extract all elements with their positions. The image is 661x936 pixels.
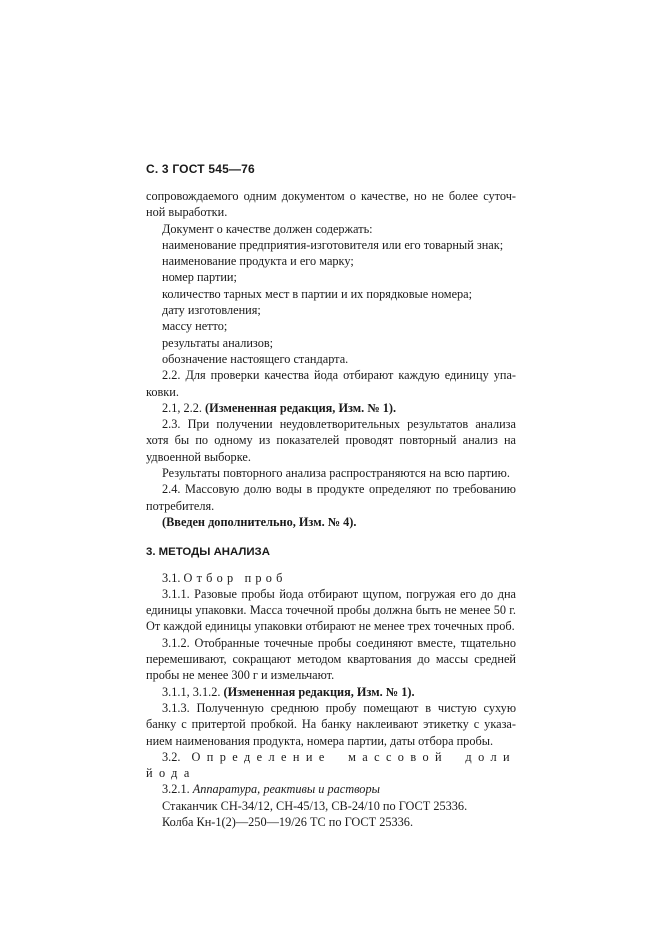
paragraph-continuation: сопровождаемого одним документом о качестве, но не более суточ-ной выработки. [146,189,516,220]
clause-3-2-1-heading [146,781,516,797]
clause-2-3-results: Результаты повторного анализа распространяются на всю партию. [162,466,510,481]
doc-item: дату изготовления; [162,303,261,318]
clause-number: 3.2.1. [162,782,190,797]
clause-2-3: 2.3. При получении неудовлетворительных результатов анализа хотя бы по одному из показателей проводят повторный анализ на удвоенной выборке. [146,417,516,464]
clause-2-2: 2.2. Для проверки качества йода отбирают каждую единицу упа-ковки. [146,368,516,399]
clause-number: 3.2. [162,749,181,764]
equipment-item: Колба Кн-1(2)—250—19/26 ТС по ГОСТ 25336. [162,814,414,829]
page-header: С. 3 ГОСТ 545—76 [146,162,255,176]
change-note [146,684,516,700]
clause-2-4: 2.4. Массовую долю воды в продукте определяют по требованию потребителя. [146,482,516,513]
section-title: 3. МЕТОДЫ АНАЛИЗА [146,546,270,559]
page-body [146,188,516,830]
doc-item: наименование продукта и его марку; [162,254,354,269]
doc-item: номер партии; [162,270,237,285]
spaced-heading: Определение массовой доли йода [146,749,516,781]
clause-3-1-1: 3.1.1. Разовые пробы йода отбирают щупом, погружая его до дна единицы упаковки. Масса точечной пробы должна быть не менее 50 г. От каждой единицы упаковки отбирают не менее трех точечных проб. [146,586,516,634]
clause-3-1-2: 3.1.2. Отобранные точечные пробы соединяют вместе, тщательно перемешивают, сокращают методом квартования до массы средней пробы не менее 300 г и измельчают. [146,635,516,683]
change-note-number: 2.1, 2.2. [162,400,202,415]
equipment-item: Стаканчик СН-34/12, СН-45/13, СВ-24/10 по ГОСТ 25336. [162,798,468,813]
doc-item: количество тарных мест в партии и их порядковые номера; [162,286,473,301]
doc-item: массу нетто; [162,319,228,334]
clause-3-1-3: 3.1.3. Полученную среднюю пробу помещают в чистую сухую банку с притертой пробкой. На банку наклеивают этикетку с указа-нием наименования продукта, номера партии, даты отбора пробы. [146,700,516,748]
doc-intro: Документ о качестве должен содержать: [162,221,373,236]
clause-3-1-heading [146,570,516,586]
change-note-text: (Измененная редакция, Изм. № 1). [223,684,415,699]
clause-3-2-heading [146,749,516,782]
change-note-text: (Измененная редакция, Изм. № 1). [205,400,397,415]
change-note [146,400,516,416]
change-note-number: 3.1.1, 3.1.2. [162,684,221,699]
italic-heading: Аппаратура, реактивы и растворы [192,782,380,797]
doc-item: результаты анализов; [162,335,274,350]
clause-number: 3.1. [162,570,181,585]
doc-item: наименование предприятия-изготовителя или его товарный знак; [162,237,504,252]
introduced-note: (Введен дополнительно, Изм. № 4). [162,514,357,529]
spaced-heading: Отбор проб [183,570,287,585]
doc-item: обозначение настоящего стандарта. [162,351,349,366]
